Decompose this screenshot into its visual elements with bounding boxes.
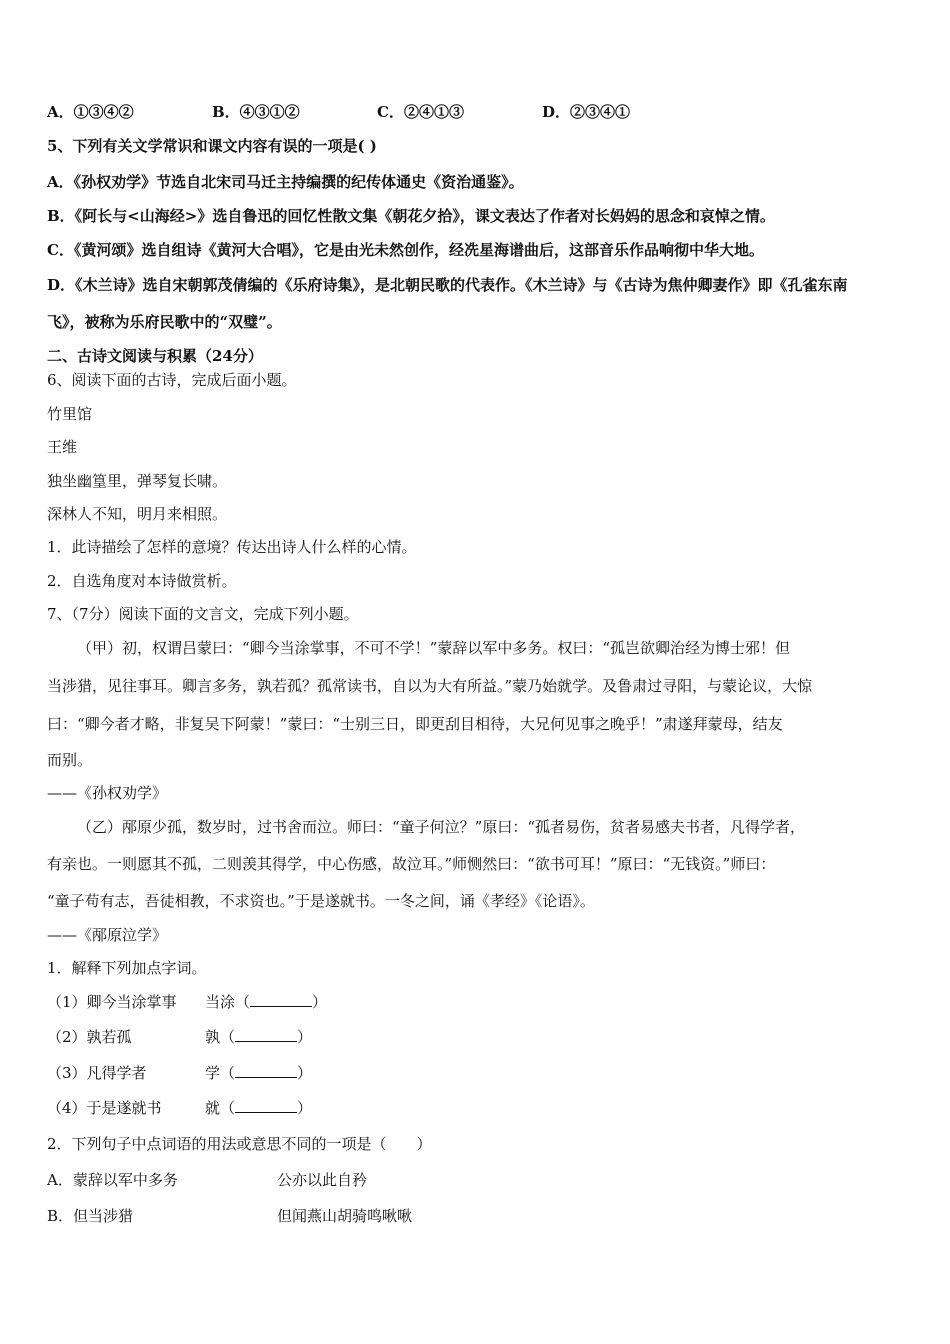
passage-yi-line-2: 有亲也。一则愿其不孤，二则羡其得学，中心伤感，故泣耳。”师恻然曰：“欲书可耳！”原曰：“无钱资。”师曰： xyxy=(47,855,776,873)
q4-option-b: B．④③①② xyxy=(212,103,300,121)
q7-option-b-left: B．但当涉猎 xyxy=(47,1207,134,1225)
word-item-1-term: 当涂（ xyxy=(205,993,251,1011)
q5-option-c: C．《黄河颂》选自组诗《黄河大合唱》，它是由光未然创作，经冼星海谱曲后，这部音乐作品响彻中华大地。 xyxy=(47,241,764,259)
q4-option-a: A．①③④② xyxy=(47,103,134,121)
poem-line-1: 独坐幽篁里，弹琴复长啸。 xyxy=(47,472,228,490)
q5-stem: 5、下列有关文学常识和课文内容有误的一项是( ) xyxy=(47,137,377,155)
word-item-1 xyxy=(47,992,177,1012)
q5-option-d-line1: D．《木兰诗》选自宋朝郭茂倩编的《乐府诗集》，是北朝民歌的代表作。《木兰诗》与《古诗为焦仲卿妻作》即《孔雀东南 xyxy=(47,276,848,294)
word-item-4-answer: 就（ ） xyxy=(205,1099,313,1117)
word-item-3 xyxy=(47,1063,147,1083)
word-item-2-answer: 孰（ ） xyxy=(205,1028,313,1046)
word-item-1-answer: 当涂（ ） xyxy=(205,993,328,1011)
q6-sub-question-1: 1．此诗描绘了怎样的意境？传达出诗人什么样的心情。 xyxy=(47,538,417,556)
word-item-1-sentence: （1）卿今当涂掌事 xyxy=(47,993,177,1011)
passage-yi-line-1: （乙）邴原少孤，数岁时，过书舍而泣。师曰：“童子何泣？”原曰：“孤者易伤，贫者易感夫书者，凡得学者， xyxy=(77,818,806,836)
word-item-2-blank[interactable] xyxy=(235,1027,297,1042)
word-item-4 xyxy=(47,1098,162,1118)
word-item-3-sentence: （3）凡得学者 xyxy=(47,1064,147,1082)
section-2-title: 二、古诗文阅读与积累（24分） xyxy=(47,347,263,365)
passage-jia-line-1: （甲）初，权谓吕蒙曰：“卿今当涂掌事，不可不学！”蒙辞以军中多务。权曰：“孤岂欲卿治经为博士邪！但 xyxy=(77,639,791,657)
poem-title: 竹里馆 xyxy=(47,405,93,423)
word-item-4-blank[interactable] xyxy=(235,1098,297,1113)
q6-sub-question-2: 2．自选角度对本诗做赏析。 xyxy=(47,572,237,590)
q4-options xyxy=(47,101,847,123)
q4-option-c: C．②④①③ xyxy=(377,103,464,121)
word-item-2-term: 孰（ xyxy=(205,1028,236,1046)
passage-yi-line-3: “童子苟有志，吾徒相教，不求资也。”于是遂就书。一冬之间，诵《孝经》《论语》。 xyxy=(47,892,595,910)
q5-option-d-line2: 飞》，被称为乐府民歌中的“双璧”。 xyxy=(47,313,282,331)
q7-option-b-right: 但闻燕山胡骑鸣啾啾 xyxy=(277,1207,413,1225)
passage-jia-line-3: 曰：“卿今者才略，非复吴下阿蒙！”蒙曰：“士别三日，即更刮目相待，大兄何见事之晚乎！”肃遂拜蒙母，结友 xyxy=(47,715,783,733)
q5-option-b: B．《阿长与<山海经>》选自鲁迅的回忆性散文集《朝花夕拾》，课文表达了作者对长妈妈的思念和哀悼之情。 xyxy=(47,207,775,225)
poem-line-2: 深林人不知，明月来相照。 xyxy=(47,505,228,523)
q7-option-a-left: A．蒙辞以军中多务 xyxy=(47,1171,178,1189)
passage-yi-source: ——《邴原泣学》 xyxy=(47,926,168,944)
q7-stem: 7、（7分）阅读下面的文言文，完成下列小题。 xyxy=(47,605,359,623)
word-item-4-sentence: （4）于是遂就书 xyxy=(47,1099,162,1117)
q7-sub-question-1: 1．解释下列加点字词。 xyxy=(47,959,207,977)
poem-author: 王维 xyxy=(47,438,78,456)
passage-jia-line-4: 而别。 xyxy=(47,751,93,769)
q6-stem: 6、阅读下面的古诗，完成后面小题。 xyxy=(47,371,297,389)
word-item-4-term: 就（ xyxy=(205,1099,236,1117)
word-item-3-blank[interactable] xyxy=(235,1063,297,1078)
q4-option-d: D．②③④① xyxy=(542,103,631,121)
word-item-2 xyxy=(47,1027,132,1047)
passage-jia-source: ——《孙权劝学》 xyxy=(47,784,168,802)
q7-option-a-right: 公亦以此自矜 xyxy=(277,1171,368,1189)
word-item-2-sentence: （2）孰若孤 xyxy=(47,1028,132,1046)
word-item-1-blank[interactable] xyxy=(250,992,312,1007)
passage-jia-line-2: 当涉猎，见往事耳。卿言多务，孰若孤？孤常读书，自以为大有所益。”蒙乃始就学。及鲁肃过寻阳，与蒙论议，大惊 xyxy=(47,677,813,695)
word-item-3-term: 学（ xyxy=(205,1064,236,1082)
word-item-3-answer: 学（ ） xyxy=(205,1064,313,1082)
q7-sub-question-2: 2．下列句子中点词语的用法或意思不同的一项是（ ） xyxy=(47,1135,432,1153)
q5-option-a: A．《孙权劝学》节选自北宋司马迁主持编撰的纪传体通史《资治通鉴》。 xyxy=(47,173,524,191)
